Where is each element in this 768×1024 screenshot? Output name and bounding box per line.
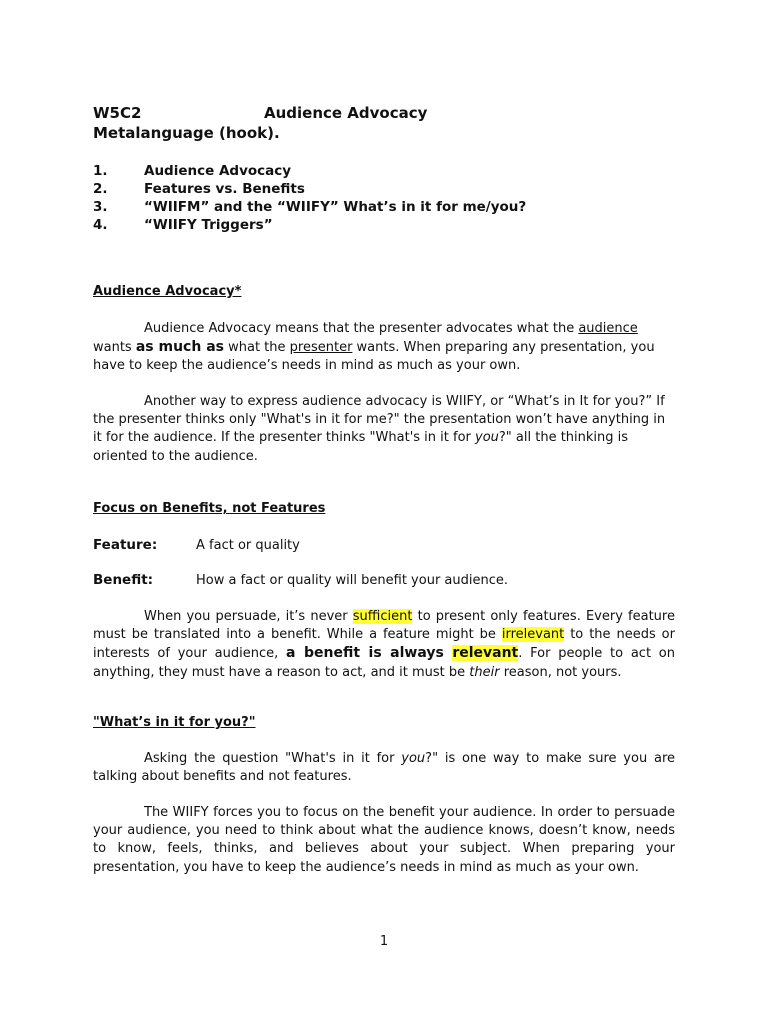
doc-header: [93, 104, 675, 122]
doc-code: W5C2: [93, 104, 142, 122]
outline-list: [93, 162, 526, 234]
section-title-audience-advocacy: Audience Advocacy*: [93, 284, 242, 299]
paragraph-wiify-explanation: Another way to express audience advocacy is WIIFY, or “What’s in It for you?” If the presenter thinks only "What's in it for me?" the presentation won’t have anything in it for the audience. If the presenter thinks "What's in it for you?" all the thinking is oriented to the audience.: [93, 394, 666, 464]
highlight-sufficient: sufficient: [352, 609, 413, 624]
doc-subtitle: Metalanguage (hook).: [93, 124, 280, 142]
definition-benefit: Benefit: How a fact or quality will benefit your audience.: [93, 572, 508, 588]
highlight-irrelevant: irrelevant: [501, 627, 565, 643]
paragraph-wiify-focus: The WIIFY forces you to focus on the benefit your audience. In order to persuade your audience, you need to think about what the audience knows, doesn’t know, needs to know, feels, thinks, and believes about your subject. When preparing your presentation, you have to keep the audience’s needs in mind as much as your own.: [93, 805, 675, 875]
paragraph-advocacy-definition: Audience Advocacy means that the presenter advocates what the audience wants as much as what the presenter wants. When preparing any presentation, you have to keep the audience’s needs in mind as much as your own.: [93, 321, 655, 374]
section-title-whats-in-it: "What’s in it for you?": [93, 715, 256, 730]
list-item: 4. “WIIFY Triggers”: [93, 217, 273, 233]
list-item: 3. “WIIFM” and the “WIIFY” What’s in it for me/you?: [93, 199, 527, 215]
list-item: 1. Audience Advocacy: [93, 163, 292, 179]
section-title-benefits: Focus on Benefits, not Features: [93, 501, 326, 516]
doc-title: Audience Advocacy: [264, 104, 428, 122]
definition-feature: Feature: A fact or quality: [93, 537, 300, 553]
highlight-relevant: relevant: [452, 645, 519, 662]
list-item: 2. Features vs. Benefits: [93, 181, 305, 197]
paragraph-asking-question: Asking the question "What's in it for you?" is one way to make sure you are talking about benefits and not features.: [93, 751, 676, 785]
paragraph-persuade: When you persuade, it’s never sufficient to present only features. Every feature must be translated into a benefit. While a feature might be irrelevant to the needs or interests of your audience, a benefit is always relevant. For people to act on anything, they must have a reason to act, and it must be their reason, not yours.: [93, 609, 675, 680]
page-number: 1: [379, 934, 389, 949]
